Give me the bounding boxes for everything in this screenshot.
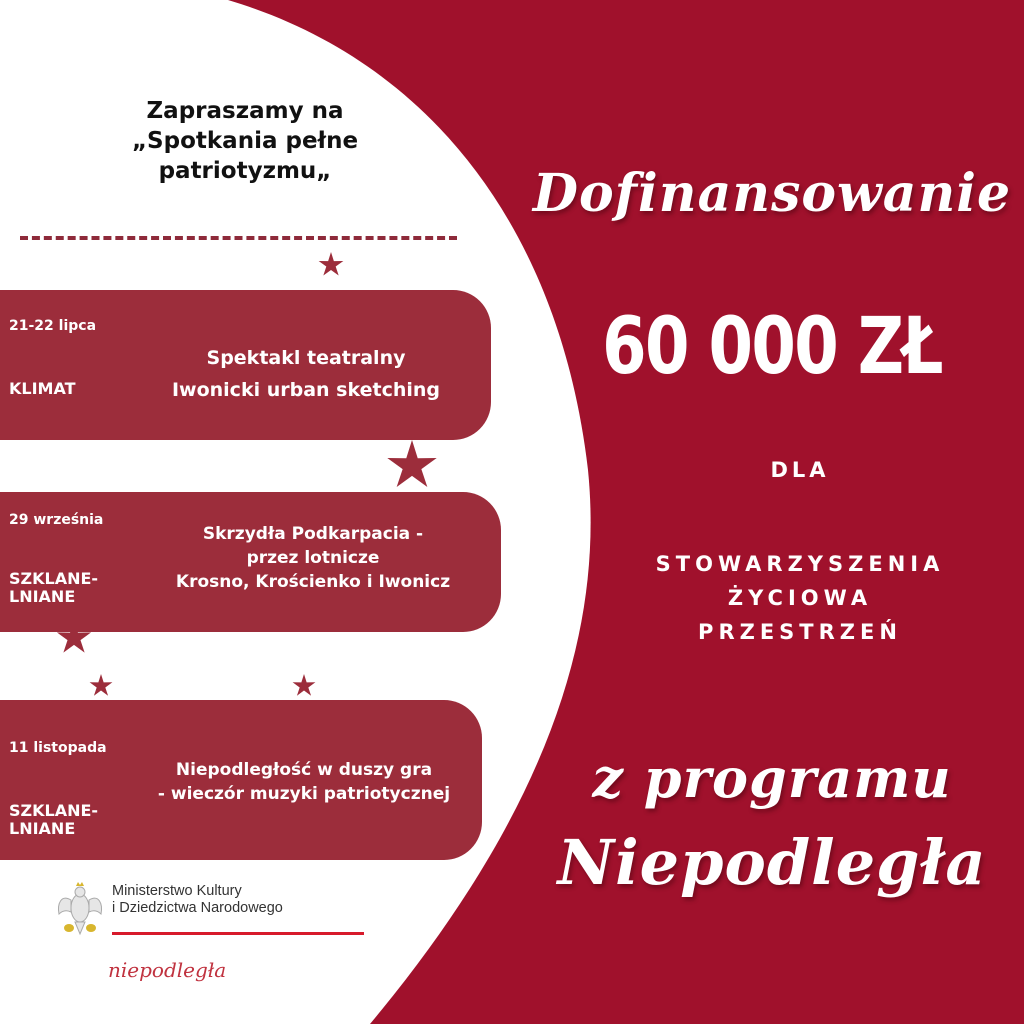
event-date: 21-22 lipca xyxy=(9,318,97,334)
event-venue-line-1: KLIMAT xyxy=(9,379,76,398)
organization-name xyxy=(590,547,1010,649)
ministry-red-underline xyxy=(112,932,364,935)
event-title-line-1: Skrzydła Podkarpacia - xyxy=(202,524,424,544)
for-label: DLA xyxy=(770,458,830,482)
event-date: 29 września xyxy=(9,512,104,528)
invitation-line-1: Zapraszamy na xyxy=(146,98,344,124)
event-venue xyxy=(9,380,76,398)
event-title xyxy=(148,522,478,594)
event-title-line-3: Krosno, Krościenko i Iwonicz xyxy=(175,572,451,592)
program-source-line-2: Niepodległa xyxy=(557,826,987,899)
event-card xyxy=(0,290,491,440)
event-title-line-2: - wieczór muzyki patriotycznej xyxy=(157,784,451,804)
event-title-line-1: Niepodległość w duszy gra xyxy=(175,760,433,780)
ministry-logo xyxy=(55,880,283,941)
event-title-line-1: Spektakl teatralny xyxy=(206,347,406,369)
niepodlegla-logo: niepodległa xyxy=(108,958,227,982)
organization-name-line-1: STOWARZYSZENIA xyxy=(655,552,945,576)
program-source-line-1: z programu xyxy=(592,746,952,810)
event-venue-line-2: LNIANE xyxy=(9,587,76,606)
event-title xyxy=(138,342,474,406)
event-venue-line-1: SZKLANE- xyxy=(9,801,99,820)
organization-name-line-2: ŻYCIOWA xyxy=(727,586,873,610)
dashed-divider xyxy=(20,236,457,240)
event-venue xyxy=(9,802,98,838)
event-title-line-2: przez lotnicze xyxy=(246,548,380,568)
ministry-name-line-2: i Dziedzictwa Narodowego xyxy=(112,900,283,916)
polish-eagle-emblem-icon xyxy=(55,880,105,936)
event-title-line-2: Iwonicki urban sketching xyxy=(171,379,441,401)
ministry-name-line-1: Ministerstwo Kultury xyxy=(112,883,242,899)
funding-headline: Dofinansowanie xyxy=(532,163,1012,224)
star-icon xyxy=(292,674,316,698)
event-card xyxy=(0,700,482,860)
event-card xyxy=(0,492,501,632)
invitation-heading xyxy=(40,96,450,186)
event-date: 11 listopada xyxy=(9,740,107,756)
event-venue-line-2: LNIANE xyxy=(9,819,76,838)
invitation-line-2: „Spotkania pełne xyxy=(131,128,359,154)
event-venue xyxy=(9,570,98,606)
organization-name-line-3: PRZESTRZEŃ xyxy=(698,620,902,644)
event-venue-line-1: SZKLANE- xyxy=(9,569,99,588)
ministry-name xyxy=(112,883,283,917)
star-icon xyxy=(386,440,438,492)
event-title xyxy=(144,758,464,806)
invitation-line-3: patriotyzmu„ xyxy=(158,158,332,184)
funding-amount: 60 000 ZŁ xyxy=(602,302,942,392)
star-icon xyxy=(318,252,344,278)
star-icon xyxy=(89,674,113,698)
